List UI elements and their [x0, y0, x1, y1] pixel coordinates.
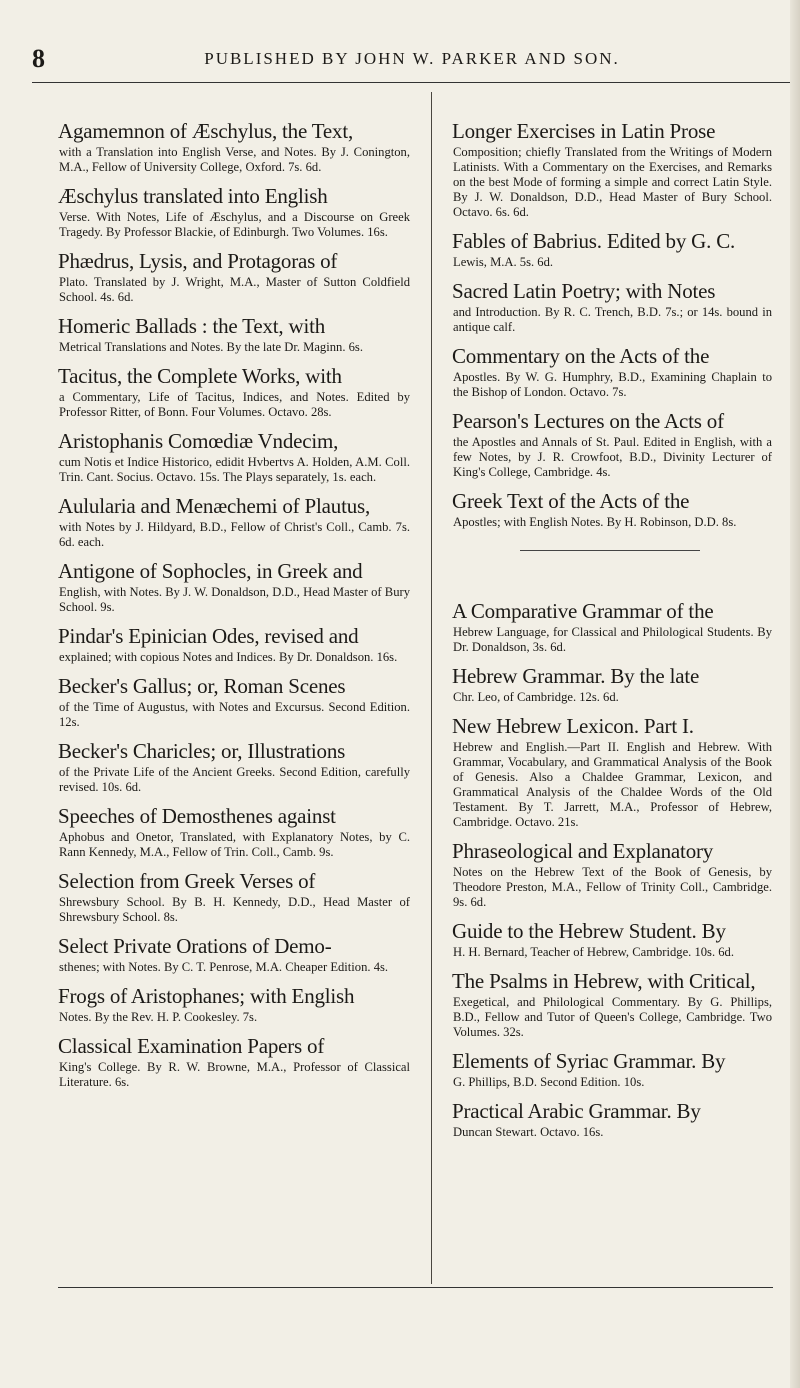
catalogue-entry [452, 280, 772, 335]
entry-description: of the Private Life of the Ancient Greeks. Second Edition, carefully revised. 10s. 6d. [59, 765, 410, 794]
entry-description: Notes. By the Rev. H. P. Cookesley. 7s. [59, 1010, 258, 1024]
right-column-section-a [452, 120, 772, 530]
entry-title: Select Private Orations of Demo- [58, 934, 332, 958]
catalogue-entry [58, 365, 410, 420]
entry-description: with a Translation into English Verse, and Notes. By J. Conington, M.A., Fellow of University College, Oxford. 7s. 6d. [59, 145, 410, 174]
section-separator [452, 540, 772, 570]
running-head: PUBLISHED BY JOHN W. PARKER AND SON. [204, 49, 620, 68]
entry-description: Hebrew Language, for Classical and Philological Students. By Dr. Donaldson, 3s. 6d. [453, 625, 772, 654]
header-rule [32, 82, 790, 83]
entry-description: English, with Notes. By J. W. Donaldson, D.D., Head Master of Bury School. 9s. [59, 585, 410, 614]
catalogue-entry [452, 490, 772, 530]
catalogue-entry [452, 840, 772, 910]
column-divider [431, 92, 432, 1284]
right-column-section-b [452, 600, 772, 1140]
entry-description: Duncan Stewart. Octavo. 16s. [453, 1125, 604, 1139]
catalogue-entry [58, 315, 410, 355]
entry-title: Antigone of Sophocles, in Greek and [58, 559, 363, 583]
entry-title: Elements of Syriac Grammar. By [452, 1049, 726, 1073]
catalogue-entry [452, 345, 772, 400]
catalogue-entry [452, 920, 772, 960]
entry-title: Fables of Babrius. Edited by G. C. [452, 229, 736, 253]
entry-title: Selection from Greek Verses of [58, 869, 316, 893]
entry-description: Plato. Translated by J. Wright, M.A., Master of Sutton Coldfield School. 4s. 6d. [59, 275, 410, 304]
catalogue-entry [452, 230, 772, 270]
entry-title: Æschylus translated into English [58, 184, 328, 208]
entry-title: Practical Arabic Grammar. By [452, 1099, 701, 1123]
catalogue-entry [58, 740, 410, 795]
entry-description: Aphobus and Onetor, Translated, with Explanatory Notes, by C. Rann Kennedy, M.A., Fellow of Trin. Coll., Camb. 9s. [59, 830, 410, 859]
entry-title: Aristophanis Comœdiæ Vndecim, [58, 429, 339, 453]
catalogue-entry [58, 430, 410, 485]
entry-title: Pearson's Lectures on the Acts of [452, 409, 724, 433]
entry-title: Commentary on the Acts of the [452, 344, 710, 368]
entry-description: Lewis, M.A. 5s. 6d. [453, 255, 554, 269]
entry-title: Becker's Gallus; or, Roman Scenes [58, 674, 346, 698]
catalogue-entry [58, 250, 410, 305]
catalogue-entry [452, 1100, 772, 1140]
entry-title: Becker's Charicles; or, Illustrations [58, 739, 346, 763]
entry-description: Hebrew and English.—Part II. English and Hebrew. With Grammar, Vocabulary, and Grammatical Analysis of the Book of Genesis. Also a Chaldee Grammar, Lexicon, and Grammatical Analysis of the Chaldee Words of the Old Testament. By T. Jarrett, M.A., Professor of Hebrew, Cambridge. Octavo. 21s. [453, 740, 772, 829]
catalogue-entry [452, 715, 772, 830]
entry-description: Apostles; with English Notes. By H. Robinson, D.D. 8s. [453, 515, 737, 529]
entry-title: Aulularia and Menæchemi of Plautus, [58, 494, 371, 518]
catalogue-entry [58, 870, 410, 925]
catalogue-entry [452, 665, 772, 705]
page-edge [790, 0, 800, 1388]
section-rule [520, 550, 700, 551]
entry-title: Homeric Ballads : the Text, with [58, 314, 326, 338]
entry-description: the Apostles and Annals of St. Paul. Edited in English, with a few Notes, by J. R. Crowfoot, B.D., Divinity Lecturer of King's College, Cambridge. 4s. [453, 435, 772, 479]
catalogue-entry [58, 1035, 410, 1090]
entry-title: The Psalms in Hebrew, with Critical, [452, 969, 756, 993]
catalogue-entry [58, 185, 410, 240]
entry-description: Composition; chiefly Translated from the Writings of Modern Latinists. With a Commentary on the Exercises, and Remarks on the best Mode of forming a simple and correct Latin Style. By J. W. Donaldson, D.D., Head Master of Bury School. Octavo. 6s. 6d. [453, 145, 772, 219]
catalogue-entry [58, 675, 410, 730]
entry-title: New Hebrew Lexicon. Part I. [452, 714, 694, 738]
left-column [58, 90, 410, 1100]
catalogue-entry [452, 600, 772, 655]
catalogue-entry [452, 1050, 772, 1090]
entry-title: Phraseological and Explanatory [452, 839, 714, 863]
entry-description: Verse. With Notes, Life of Æschylus, and a Discourse on Greek Tragedy. By Professor Blackie, of Edinburgh. Two Volumes. 16s. [59, 210, 410, 239]
catalogue-entry [452, 120, 772, 220]
entry-description: and Introduction. By R. C. Trench, B.D. 7s.; or 14s. bound in antique calf. [453, 305, 772, 334]
entry-description: Exegetical, and Philological Commentary. By G. Phillips, B.D., Fellow and Tutor of Queen's College, Cambridge. Two Volumes. 32s. [453, 995, 772, 1039]
entry-description: Apostles. By W. G. Humphry, B.D., Examining Chaplain to the Bishop of London. Octavo. 7s. [453, 370, 772, 399]
entry-description: with Notes by J. Hildyard, B.D., Fellow of Christ's Coll., Camb. 7s. 6d. each. [59, 520, 410, 549]
entry-title: Longer Exercises in Latin Prose [452, 119, 716, 143]
entry-title: Frogs of Aristophanes; with English [58, 984, 355, 1008]
entry-title: Hebrew Grammar. By the late [452, 664, 700, 688]
page-number: 8 [32, 44, 45, 73]
bottom-rule [58, 1287, 773, 1288]
catalogue-entry [58, 495, 410, 550]
catalogue-entry [58, 625, 410, 665]
page-header [32, 44, 792, 74]
entry-description: explained; with copious Notes and Indices. By Dr. Donaldson. 16s. [59, 650, 398, 664]
entry-description: G. Phillips, B.D. Second Edition. 10s. [453, 1075, 645, 1089]
catalogue-entry [58, 560, 410, 615]
entry-description: Metrical Translations and Notes. By the late Dr. Maginn. 6s. [59, 340, 363, 354]
entry-description: a Commentary, Life of Tacitus, Indices, and Notes. Edited by Professor Ritter, of Bonn. Four Volumes. Octavo. 28s. [59, 390, 410, 419]
entry-description: Chr. Leo, of Cambridge. 12s. 6d. [453, 690, 619, 704]
right-column [452, 90, 772, 1150]
entry-title: Sacred Latin Poetry; with Notes [452, 279, 716, 303]
entry-title: Pindar's Epinician Odes, revised and [58, 624, 359, 648]
catalogue-entry [58, 935, 410, 975]
entry-description: cum Notis et Indice Historico, edidit Hvbertvs A. Holden, A.M. Coll. Trin. Cant. Socius. Octavo. 15s. The Plays separately, 1s. each. [59, 455, 410, 484]
catalogue-entry [58, 985, 410, 1025]
entry-title: Speeches of Demosthenes against [58, 804, 336, 828]
entry-description: King's College. By R. W. Browne, M.A., Professor of Classical Literature. 6s. [59, 1060, 410, 1089]
catalogue-entry [58, 805, 410, 860]
entry-title: Guide to the Hebrew Student. By [452, 919, 726, 943]
entry-description: Notes on the Hebrew Text of the Book of Genesis, by Theodore Preston, M.A., Fellow of Trinity Coll., Cambridge. 9s. 6d. [453, 865, 772, 909]
entry-title: Agamemnon of Æschylus, the Text, [58, 119, 354, 143]
catalogue-entry [452, 970, 772, 1040]
entry-title: Greek Text of the Acts of the [452, 489, 690, 513]
catalogue-entry [452, 410, 772, 480]
catalogue-entry [58, 120, 410, 175]
entry-description: sthenes; with Notes. By C. T. Penrose, M.A. Cheaper Edition. 4s. [59, 960, 389, 974]
entry-title: Classical Examination Papers of [58, 1034, 325, 1058]
entry-title: Phædrus, Lysis, and Protagoras of [58, 249, 338, 273]
entry-description: Shrewsbury School. By B. H. Kennedy, D.D., Head Master of Shrewsbury School. 8s. [59, 895, 410, 924]
entry-title: Tacitus, the Complete Works, with [58, 364, 342, 388]
entry-title: A Comparative Grammar of the [452, 599, 714, 623]
entry-description: of the Time of Augustus, with Notes and Excursus. Second Edition. 12s. [59, 700, 410, 729]
entry-description: H. H. Bernard, Teacher of Hebrew, Cambridge. 10s. 6d. [453, 945, 734, 959]
